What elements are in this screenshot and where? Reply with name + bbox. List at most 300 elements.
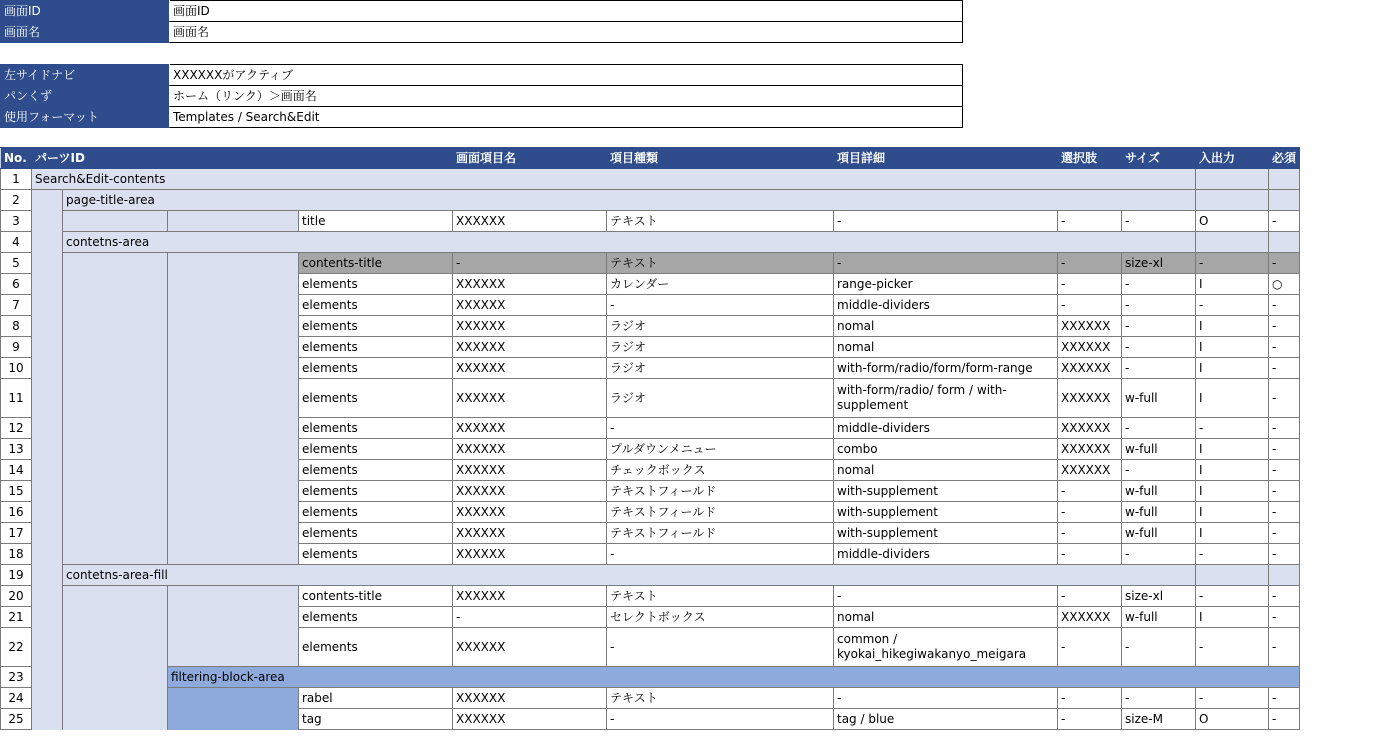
cell-part: rabel [299, 688, 453, 709]
indent-cell [32, 481, 63, 502]
info-label: 画面名 [1, 22, 170, 43]
col-parts-id-header: パーツID [32, 148, 299, 169]
row-number: 23 [1, 667, 32, 688]
indent-cell [168, 544, 299, 565]
indent-cell [32, 565, 63, 586]
cell-size: w-full [1122, 607, 1196, 628]
row-number: 14 [1, 460, 32, 481]
indent-cell [63, 628, 168, 667]
cell-item-name: XXXXXX [453, 358, 607, 379]
cell-part: elements [299, 316, 453, 337]
indent-cell [168, 439, 299, 460]
indent-cell [63, 709, 168, 730]
cell-item-name: XXXXXX [453, 544, 607, 565]
cell-part: elements [299, 295, 453, 316]
cell-item-type: ラジオ [607, 358, 834, 379]
row-number: 4 [1, 232, 32, 253]
row-number: 19 [1, 565, 32, 586]
indent-cell [168, 316, 299, 337]
cell-io: I [1196, 358, 1269, 379]
cell-part: elements [299, 502, 453, 523]
cell-item-name: XXXXXX [453, 688, 607, 709]
cell-item-detail: with-form/radio/ form / with-supplement [834, 379, 1058, 418]
cell-size: size-M [1122, 709, 1196, 730]
cell-io: - [1196, 544, 1269, 565]
cell-options: - [1058, 523, 1122, 544]
cell-part: elements [299, 337, 453, 358]
table-row [1, 316, 1300, 337]
cell-size: - [1122, 274, 1196, 295]
cell-io: I [1196, 274, 1269, 295]
section-label: filtering-block-area [168, 667, 1300, 688]
indent-cell [168, 628, 299, 667]
indent-cell [168, 418, 299, 439]
cell-required: - [1269, 337, 1300, 358]
cell-options: XXXXXX [1058, 358, 1122, 379]
cell-options: XXXXXX [1058, 316, 1122, 337]
section-filler [1196, 565, 1269, 586]
cell-item-name: XXXXXX [453, 460, 607, 481]
cell-size: - [1122, 295, 1196, 316]
info-label: パンくず [1, 86, 170, 107]
cell-item-name: - [453, 253, 607, 274]
cell-required: ○ [1269, 274, 1300, 295]
col-io-header: 入出力 [1196, 148, 1269, 169]
section-label: page-title-area [63, 190, 1196, 211]
cell-size: size-xl [1122, 586, 1196, 607]
cell-part: elements [299, 274, 453, 295]
cell-options: XXXXXX [1058, 337, 1122, 358]
cell-item-name: XXXXXX [453, 274, 607, 295]
info-row [1, 107, 963, 128]
cell-options: - [1058, 481, 1122, 502]
table-row [1, 211, 1300, 232]
table-row [1, 439, 1300, 460]
indent-cell [32, 502, 63, 523]
col-no-header: No. [1, 148, 32, 169]
indent-cell [63, 460, 168, 481]
cell-item-name: XXXXXX [453, 628, 607, 667]
row-number: 21 [1, 607, 32, 628]
indent-cell [32, 667, 63, 688]
section-filler [1196, 232, 1269, 253]
indent-cell [32, 337, 63, 358]
section-filler [1269, 190, 1300, 211]
cell-item-type: テキスト [607, 253, 834, 274]
cell-io: I [1196, 316, 1269, 337]
cell-item-name: - [453, 607, 607, 628]
cell-options: - [1058, 253, 1122, 274]
indent-cell [168, 481, 299, 502]
cell-size: - [1122, 211, 1196, 232]
row-number: 2 [1, 190, 32, 211]
cell-io: O [1196, 709, 1269, 730]
cell-options: - [1058, 586, 1122, 607]
cell-item-name: XXXXXX [453, 709, 607, 730]
cell-item-type: - [607, 295, 834, 316]
table-row [1, 628, 1300, 667]
info-label: 使用フォーマット [1, 107, 170, 128]
cell-item-detail: with-supplement [834, 502, 1058, 523]
indent-cell [32, 439, 63, 460]
cell-options: XXXXXX [1058, 460, 1122, 481]
screen-info-table [0, 0, 963, 43]
cell-required: - [1269, 295, 1300, 316]
table-row [1, 232, 1300, 253]
cell-item-name: XXXXXX [453, 337, 607, 358]
indent-cell [168, 211, 299, 232]
cell-size: w-full [1122, 439, 1196, 460]
info-value: Templates / Search&Edit [170, 107, 963, 128]
col-required-header: 必須 [1269, 148, 1300, 169]
parts-spec-body [1, 169, 1300, 730]
cell-size: - [1122, 544, 1196, 565]
table-row [1, 709, 1300, 730]
cell-part: elements [299, 523, 453, 544]
table-row [1, 481, 1300, 502]
cell-item-detail: middle-dividers [834, 418, 1058, 439]
cell-item-detail: middle-dividers [834, 544, 1058, 565]
cell-item-type: セレクトボックス [607, 607, 834, 628]
section-label: contetns-area [63, 232, 1196, 253]
indent-cell [63, 295, 168, 316]
indent-cell [63, 523, 168, 544]
table-row [1, 295, 1300, 316]
cell-options: XXXXXX [1058, 418, 1122, 439]
section-filler [1269, 565, 1300, 586]
info-value: 画面ID [170, 1, 963, 22]
cell-part: elements [299, 358, 453, 379]
cell-item-name: XXXXXX [453, 502, 607, 523]
cell-item-detail: combo [834, 439, 1058, 460]
cell-part: elements [299, 460, 453, 481]
cell-item-name: XXXXXX [453, 316, 607, 337]
table-row [1, 607, 1300, 628]
info-value: 画面名 [170, 22, 963, 43]
indent-cell [63, 253, 168, 274]
cell-required: - [1269, 523, 1300, 544]
table-row [1, 274, 1300, 295]
row-number: 7 [1, 295, 32, 316]
cell-item-detail: with-supplement [834, 523, 1058, 544]
section-filler [1269, 169, 1300, 190]
cell-item-detail: nomal [834, 607, 1058, 628]
cell-io: I [1196, 502, 1269, 523]
cell-item-detail: - [834, 688, 1058, 709]
table-row [1, 586, 1300, 607]
row-number: 25 [1, 709, 32, 730]
cell-item-name: XXXXXX [453, 418, 607, 439]
cell-item-type: テキスト [607, 211, 834, 232]
cell-size: - [1122, 316, 1196, 337]
col-item-name-header: 画面項目名 [453, 148, 607, 169]
cell-part: elements [299, 379, 453, 418]
row-number: 17 [1, 523, 32, 544]
row-number: 8 [1, 316, 32, 337]
indent-cell [32, 688, 63, 709]
indent-cell [63, 211, 168, 232]
cell-io: I [1196, 439, 1269, 460]
row-number: 12 [1, 418, 32, 439]
row-number: 3 [1, 211, 32, 232]
cell-io: - [1196, 418, 1269, 439]
cell-io: - [1196, 688, 1269, 709]
parts-spec-table [0, 147, 1300, 730]
cell-item-detail: middle-dividers [834, 295, 1058, 316]
indent-cell [32, 460, 63, 481]
row-number: 13 [1, 439, 32, 460]
cell-part: contents-title [299, 586, 453, 607]
section-filler [1196, 190, 1269, 211]
cell-item-name: XXXXXX [453, 439, 607, 460]
col-options-header: 選択肢 [1058, 148, 1122, 169]
cell-size: w-full [1122, 502, 1196, 523]
cell-required: - [1269, 253, 1300, 274]
indent-cell [63, 379, 168, 418]
indent-cell [32, 709, 63, 730]
cell-required: - [1269, 211, 1300, 232]
table-row [1, 667, 1300, 688]
col-blank-header [299, 148, 453, 169]
col-size-header: サイズ [1122, 148, 1196, 169]
cell-io: - [1196, 295, 1269, 316]
cell-io: I [1196, 523, 1269, 544]
cell-item-type: - [607, 628, 834, 667]
cell-required: - [1269, 439, 1300, 460]
info-label: 左サイドナビ [1, 65, 170, 86]
table-row [1, 418, 1300, 439]
row-number: 11 [1, 379, 32, 418]
section-label: Search&Edit-contents [32, 169, 1196, 190]
indent-cell [32, 586, 63, 607]
cell-io: - [1196, 253, 1269, 274]
cell-item-name: XXXXXX [453, 586, 607, 607]
cell-part: elements [299, 481, 453, 502]
cell-item-type: プルダウンメニュー [607, 439, 834, 460]
cell-item-detail: - [834, 253, 1058, 274]
indent-cell [168, 586, 299, 607]
cell-item-type: ラジオ [607, 379, 834, 418]
indent-cell [63, 544, 168, 565]
indent-cell [32, 358, 63, 379]
cell-required: - [1269, 358, 1300, 379]
indent-cell [32, 211, 63, 232]
indent-cell [63, 439, 168, 460]
cell-required: - [1269, 586, 1300, 607]
table-row [1, 379, 1300, 418]
indent-cell [168, 274, 299, 295]
table-row [1, 544, 1300, 565]
indent-cell [168, 607, 299, 628]
cell-options: - [1058, 544, 1122, 565]
indent-cell [32, 253, 63, 274]
info-row [1, 1, 963, 22]
indent-cell [63, 337, 168, 358]
row-number: 5 [1, 253, 32, 274]
cell-item-type: カレンダー [607, 274, 834, 295]
cell-io: I [1196, 481, 1269, 502]
cell-io: I [1196, 460, 1269, 481]
cell-part: elements [299, 439, 453, 460]
cell-required: - [1269, 607, 1300, 628]
cell-item-detail: with-supplement [834, 481, 1058, 502]
cell-item-name: XXXXXX [453, 211, 607, 232]
cell-item-type: - [607, 418, 834, 439]
cell-options: - [1058, 688, 1122, 709]
screen-info-body [1, 1, 963, 43]
section-filler [1196, 169, 1269, 190]
cell-options: XXXXXX [1058, 439, 1122, 460]
section-label: contetns-area-fill [63, 565, 1196, 586]
indent-cell [168, 379, 299, 418]
row-number: 20 [1, 586, 32, 607]
info-value: ホーム（リンク）＞画面名 [170, 86, 963, 107]
info-label: 画面ID [1, 1, 170, 22]
header-row [1, 148, 1300, 169]
indent-cell [32, 190, 63, 211]
table-row [1, 169, 1300, 190]
indent-cell [63, 502, 168, 523]
cell-item-type: テキスト [607, 688, 834, 709]
col-item-type-header: 項目種類 [607, 148, 834, 169]
indent-cell [168, 502, 299, 523]
cell-part: elements [299, 628, 453, 667]
row-number: 22 [1, 628, 32, 667]
cell-io: - [1196, 628, 1269, 667]
cell-item-name: XXXXXX [453, 379, 607, 418]
nav-info-table [0, 64, 963, 128]
info-row [1, 22, 963, 43]
cell-size: w-full [1122, 379, 1196, 418]
cell-size: - [1122, 688, 1196, 709]
cell-item-type: ラジオ [607, 337, 834, 358]
cell-part: elements [299, 544, 453, 565]
indent-cell [168, 253, 299, 274]
indent-cell [63, 316, 168, 337]
indent-cell [168, 709, 299, 730]
cell-item-detail: range-picker [834, 274, 1058, 295]
indent-cell [168, 460, 299, 481]
cell-required: - [1269, 316, 1300, 337]
indent-cell [63, 274, 168, 295]
cell-required: - [1269, 709, 1300, 730]
cell-options: - [1058, 295, 1122, 316]
table-row [1, 523, 1300, 544]
indent-cell [32, 379, 63, 418]
info-row [1, 65, 963, 86]
row-number: 16 [1, 502, 32, 523]
section-filler [1269, 232, 1300, 253]
indent-cell [32, 232, 63, 253]
indent-cell [32, 295, 63, 316]
table-row [1, 460, 1300, 481]
cell-io: I [1196, 379, 1269, 418]
cell-size: size-xl [1122, 253, 1196, 274]
indent-cell [32, 274, 63, 295]
cell-io: I [1196, 337, 1269, 358]
cell-required: - [1269, 460, 1300, 481]
cell-options: - [1058, 502, 1122, 523]
cell-item-type: ラジオ [607, 316, 834, 337]
cell-size: w-full [1122, 481, 1196, 502]
info-value: XXXXXXがアクティブ [170, 65, 963, 86]
cell-size: - [1122, 460, 1196, 481]
cell-size: - [1122, 337, 1196, 358]
indent-cell [32, 628, 63, 667]
cell-item-detail: common / kyokai_hikegiwakanyo_meigara [834, 628, 1058, 667]
table-row [1, 502, 1300, 523]
cell-part: title [299, 211, 453, 232]
indent-cell [32, 544, 63, 565]
indent-cell [168, 523, 299, 544]
row-number: 18 [1, 544, 32, 565]
cell-item-type: - [607, 544, 834, 565]
cell-part: elements [299, 418, 453, 439]
indent-cell [32, 523, 63, 544]
cell-options: XXXXXX [1058, 607, 1122, 628]
cell-options: - [1058, 628, 1122, 667]
cell-item-type: チェックボックス [607, 460, 834, 481]
cell-options: XXXXXX [1058, 379, 1122, 418]
cell-required: - [1269, 418, 1300, 439]
table-row [1, 190, 1300, 211]
indent-cell [32, 418, 63, 439]
cell-options: - [1058, 274, 1122, 295]
cell-required: - [1269, 481, 1300, 502]
indent-cell [63, 607, 168, 628]
cell-item-name: XXXXXX [453, 523, 607, 544]
indent-cell [168, 688, 299, 709]
info-row [1, 86, 963, 107]
cell-options: - [1058, 709, 1122, 730]
col-item-detail-header: 項目詳細 [834, 148, 1058, 169]
cell-item-detail: nomal [834, 337, 1058, 358]
row-number: 15 [1, 481, 32, 502]
indent-cell [63, 688, 168, 709]
table-row [1, 253, 1300, 274]
cell-required: - [1269, 379, 1300, 418]
indent-cell [168, 358, 299, 379]
cell-io: O [1196, 211, 1269, 232]
indent-cell [63, 481, 168, 502]
table-row [1, 688, 1300, 709]
table-row [1, 565, 1300, 586]
indent-cell [168, 295, 299, 316]
cell-item-detail: nomal [834, 316, 1058, 337]
cell-item-type: テキストフィールド [607, 523, 834, 544]
indent-cell [32, 607, 63, 628]
indent-cell [168, 337, 299, 358]
row-number: 1 [1, 169, 32, 190]
cell-part: elements [299, 607, 453, 628]
cell-options: - [1058, 211, 1122, 232]
cell-item-detail: with-form/radio/form/form-range [834, 358, 1058, 379]
cell-item-detail: tag / blue [834, 709, 1058, 730]
cell-item-detail: - [834, 211, 1058, 232]
cell-item-type: テキストフィールド [607, 481, 834, 502]
table-row [1, 337, 1300, 358]
row-number: 10 [1, 358, 32, 379]
table-row [1, 358, 1300, 379]
cell-required: - [1269, 628, 1300, 667]
indent-cell [63, 667, 168, 688]
cell-item-name: XXXXXX [453, 481, 607, 502]
cell-part: tag [299, 709, 453, 730]
cell-required: - [1269, 544, 1300, 565]
cell-size: - [1122, 358, 1196, 379]
cell-item-type: - [607, 709, 834, 730]
indent-cell [32, 316, 63, 337]
